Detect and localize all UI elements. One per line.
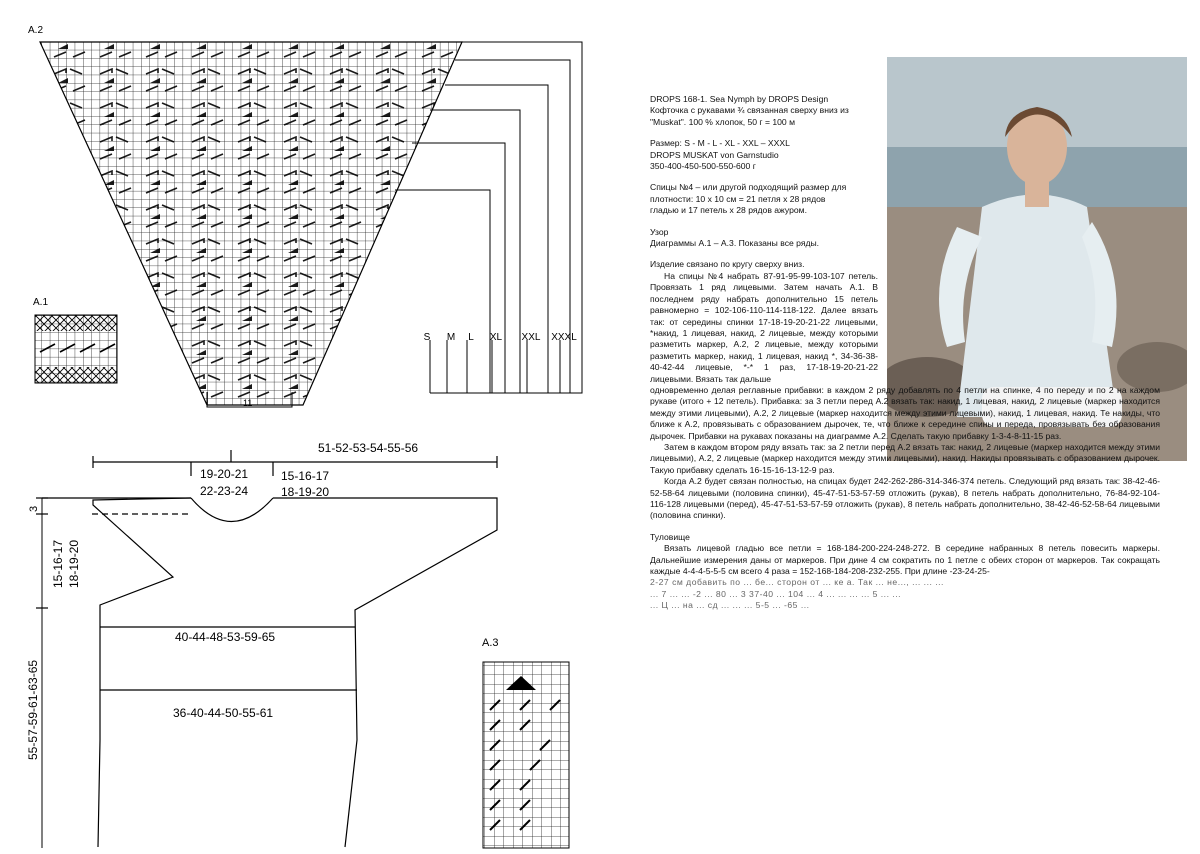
shoulder-width: 15-16-17 bbox=[281, 469, 330, 483]
size-label: L bbox=[468, 332, 474, 343]
a3-chart bbox=[483, 662, 569, 848]
size-label: M bbox=[446, 332, 456, 343]
pattern-description bbox=[650, 94, 1170, 612]
size-label: XL bbox=[489, 332, 503, 343]
repeat-width: 11 bbox=[243, 398, 253, 408]
yoke-depth: 15-16-17 bbox=[51, 539, 65, 588]
a2-label: A.2 bbox=[28, 25, 44, 36]
a3-label: A.3 bbox=[482, 637, 499, 649]
shoulder-width: 18-19-20 bbox=[281, 485, 330, 499]
neck-drop: 3 bbox=[28, 505, 40, 512]
needles-line: гладью и 17 петель х 28 рядов ажуром. bbox=[650, 205, 807, 216]
size-label: S bbox=[423, 332, 431, 343]
pattern-subtitle: Кофточка с рукавами ¾ связанная сверху вниз из bbox=[650, 105, 849, 116]
size-label: XXL bbox=[521, 332, 541, 343]
pattern-subtitle: "Muskat". 100 % хлопок, 50 г = 100 м bbox=[650, 116, 795, 127]
a1-label: A.1 bbox=[33, 297, 49, 308]
work-paragraph: Когда А.2 будет связан полностью, на спицах будет 242-262-286-314-346-374 петель. Следующий ряд вязать так: 38-42-46-52-58-64 лицевыми (половина спинки), 45-47-51-53-57-59 отложить (рукав), 8 петель набрать дополнительно, 76-84-92-104-116-128 лицевыми (перед), 45-47-51-53-57-59 отложить (рукав), 8 петель набрать дополнительно, 38-42-46-52-58-64 лицевыми (половина спинки). bbox=[650, 476, 1160, 521]
waist-width: 36-40-44-50-55-61 bbox=[173, 706, 274, 720]
work-paragraph: одновременно делая реглавные прибавки: в каждом 2 ряду добавлять по 4 петли на спинке, 4 по переду и по 2 на каждом рукаве (итого + 12 петель). Прибавка: за 3 петли перед А.2 вязать так: накид, 1 лицевая, накид, 2 лицевые (маркер находится между этими лицевыми), А.2, 2 лицевые (маркер находится между этими лицевыми), накид, 1 лицевая, накид. Те накиды, что ближе к А.2, провязывать с образованием дырочек, те, что ближе к середине спины и переда, провязывать без образования дырочек. Прибавки на рукавах показаны на диаграмме А.2. Сделать такую прибавку 1-3-4-8-11-15 раз. bbox=[650, 384, 1160, 441]
sleeve-width: 51-52-53-54-55-56 bbox=[318, 441, 419, 455]
body-length: 55-57-59-61-63-65 bbox=[26, 659, 40, 760]
pattern-title: DROPS 168-1. Sea Nymph by DROPS Design bbox=[650, 94, 829, 104]
yoke-depth: 18-19-20 bbox=[67, 539, 81, 588]
yarn-line: DROPS MUSKAT von Garnstudio bbox=[650, 149, 779, 160]
schematic-labels bbox=[26, 441, 418, 760]
neck-width: 19-20-21 bbox=[200, 467, 249, 481]
size-label: XXXL bbox=[551, 332, 577, 343]
garment-schematic bbox=[36, 450, 497, 848]
work-paragraph: На спицы №4 набрать 87-91-95-99-103-107 петель. Провязать 1 ряд лицевыми. Затем начать А.1. В последнем ряду набрать дополнительно 15 петель равномерно = 102-106-110-114-118-122. Далее вязать так: от середины спинки 17-18-19-20-21-22 лицевыми, *накид, 1 лицевая, накид, 2 лицевые, между которыми разметить маркер, А.2, 2 лицевые, между которыми разметить маркер, накид, 1 лицевая, накид *, 34-36-38-40-42-44 лицевые, *-* 1 раз, 17-18-19-20-21-22 лицевыми. Вязать так дальше bbox=[650, 270, 878, 384]
neck-width: 22-23-24 bbox=[200, 484, 249, 498]
a1-chart bbox=[35, 315, 117, 383]
pattern-text: Диаграммы А.1 – А.3. Показаны все ряды. bbox=[650, 238, 820, 249]
body-paragraph: ... 7 ... ... -2 ... 80 ... 3 37-40 ... 104 ... 4 ... ... ... ... 5 ... ... bbox=[650, 588, 902, 599]
amount-line: 350-400-450-500-550-600 г bbox=[650, 161, 756, 172]
body-paragraph: Вязать лицевой гладью все петли = 168-184-200-224-248-272. В середине набранных 8 петель повесить маркеры. Дальнейшие измерения даны от маркеров. При дине 4 см сократить по 1 петле с обеих сторон от маркеров. Так сокращать каждые 4-4-4-5-5-5 см всего 4 раза = 152-168-184-208-232-255. При длине -23-24-25- bbox=[650, 543, 1160, 577]
work-intro: Изделие связано по кругу сверху вниз. bbox=[650, 259, 805, 270]
work-paragraph: Затем в каждом втором ряду вязать так: за 2 петли перед А.2 вязать так: накид, 2 лицевые (маркер находится между этими лицевыми), А.2, 2 лицевые (маркер находится между этими лицевыми), накид. Накиды провязывать с образованием дырочек. Такую прибавку сделать 16-15-16-13-12-9 раз. bbox=[650, 441, 1160, 475]
chest-width: 40-44-48-53-59-65 bbox=[175, 630, 276, 644]
size-line: Размер: S - M - L - XL - XXL – XXXL bbox=[650, 138, 790, 149]
needles-line: плотности: 10 х 10 см = 21 петля х 28 рядов bbox=[650, 193, 826, 204]
pattern-heading: Узор bbox=[650, 226, 669, 237]
size-labels bbox=[424, 332, 578, 343]
a2-chart bbox=[40, 42, 582, 405]
needles-line: Спицы №4 – или другой подходящий размер для bbox=[650, 182, 847, 193]
body-paragraph: ... Ц ... на ... сд ... ... ... 5-5 ... -65 ... bbox=[650, 600, 810, 611]
body-heading: Туловище bbox=[650, 531, 690, 542]
body-paragraph: 2-27 см добавить по ... бе... сторон от ... ке а. Так ... не..., ... ... ... bbox=[650, 577, 944, 588]
